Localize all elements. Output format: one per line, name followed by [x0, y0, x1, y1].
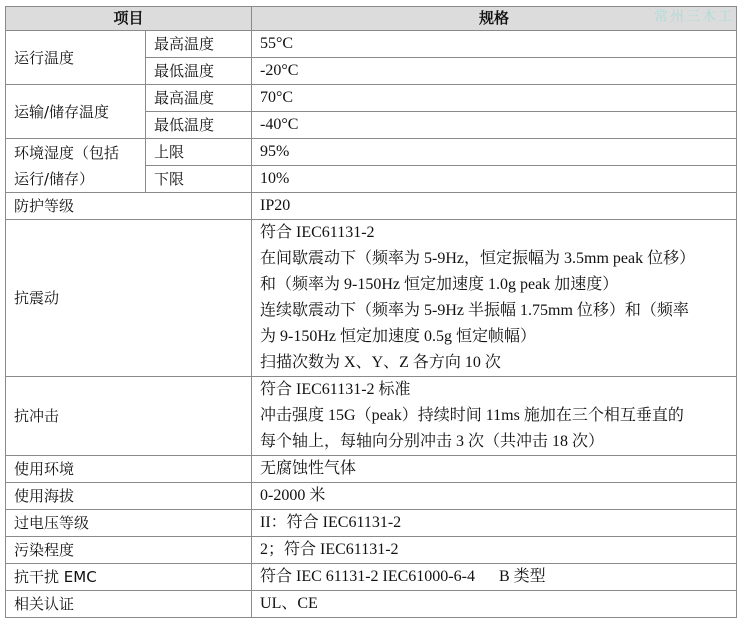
store-temp-max-label: 最高温度 [146, 85, 252, 112]
vibration-line: 扫描次数为 X、Y、Z 各方向 10 次 [260, 354, 501, 371]
protection-value: IP20 [252, 193, 737, 220]
op-temp-max-value: 55°C [252, 31, 737, 58]
store-temp-min-label: 最低温度 [146, 112, 252, 139]
humidity-label-line1: 环境湿度（包括 [14, 143, 120, 162]
vibration-value [252, 220, 737, 377]
overvoltage-value: II：符合 IEC61131-2 [252, 510, 737, 537]
overvoltage-label: 过电压等级 [6, 510, 252, 537]
store-temp-max-value: 70°C [252, 85, 737, 112]
op-temp-max-label: 最高温度 [146, 31, 252, 58]
table-row [6, 537, 737, 564]
shock-label: 抗冲击 [6, 377, 252, 456]
vibration-line: 符合 IEC61131-2 [260, 224, 375, 241]
protection-label: 防护等级 [6, 193, 252, 220]
watermark: 常州三木工 [654, 9, 734, 25]
humidity-lower-value: 10% [252, 166, 737, 193]
table-row [6, 85, 737, 112]
header-spec: 规格 [252, 7, 737, 31]
altitude-value: 0-2000 米 [252, 483, 737, 510]
table-row [6, 31, 737, 58]
shock-line: 冲击强度 15G（peak）持续时间 11ms 施加在三个相互垂直的 [260, 407, 684, 424]
emc-label: 抗干扰 EMC [6, 564, 252, 591]
cert-value: UL、CE [252, 591, 737, 618]
table-row [6, 564, 737, 591]
store-temp-min-value: -40°C [252, 112, 737, 139]
table-row [6, 591, 737, 618]
altitude-label: 使用海拔 [6, 483, 252, 510]
op-temp-min-value: -20°C [252, 58, 737, 85]
table-row [6, 139, 737, 166]
store-temp-label: 运输/储存温度 [6, 85, 146, 139]
vibration-line: 和（频率为 9-150Hz 恒定加速度 1.0g peak 加速度） [260, 276, 619, 293]
shock-value [252, 377, 737, 456]
spec-table [5, 6, 737, 618]
emc-value: 符合 IEC 61131-2 IEC61000-6-4 B 类型 [252, 564, 737, 591]
shock-line: 每个轴上，每轴向分别冲击 3 次（共冲击 18 次） [260, 433, 605, 450]
pollution-value: 2；符合 IEC61131-2 [252, 537, 737, 564]
cert-label: 相关认证 [6, 591, 252, 618]
vibration-line: 连续歇震动下（频率为 5-9Hz 半振幅 1.75mm 位移）和（频率 [260, 302, 689, 319]
environment-value: 无腐蚀性气体 [252, 456, 737, 483]
op-temp-min-label: 最低温度 [146, 58, 252, 85]
humidity-label-line2: 运行/储存） [14, 169, 95, 188]
vibration-label: 抗震动 [6, 220, 252, 377]
header-item: 项目 [6, 7, 252, 31]
table-row [6, 220, 737, 377]
table-row [6, 510, 737, 537]
table-row [6, 483, 737, 510]
humidity-upper-value: 95% [252, 139, 737, 166]
table-row [6, 193, 737, 220]
humidity-upper-label: 上限 [146, 139, 252, 166]
environment-label: 使用环境 [6, 456, 252, 483]
header-row [6, 7, 737, 31]
shock-line: 符合 IEC61131-2 标准 [260, 381, 411, 398]
humidity-lower-label: 下限 [146, 166, 252, 193]
vibration-line: 在间歇震动下（频率为 5-9Hz，恒定振幅为 3.5mm peak 位移） [260, 250, 696, 267]
op-temp-label: 运行温度 [6, 31, 146, 85]
table-row [6, 456, 737, 483]
pollution-label: 污染程度 [6, 537, 252, 564]
table-row [6, 377, 737, 456]
vibration-line: 为 9-150Hz 恒定加速度 0.5g 恒定帧幅） [260, 328, 537, 345]
humidity-label [6, 139, 146, 193]
